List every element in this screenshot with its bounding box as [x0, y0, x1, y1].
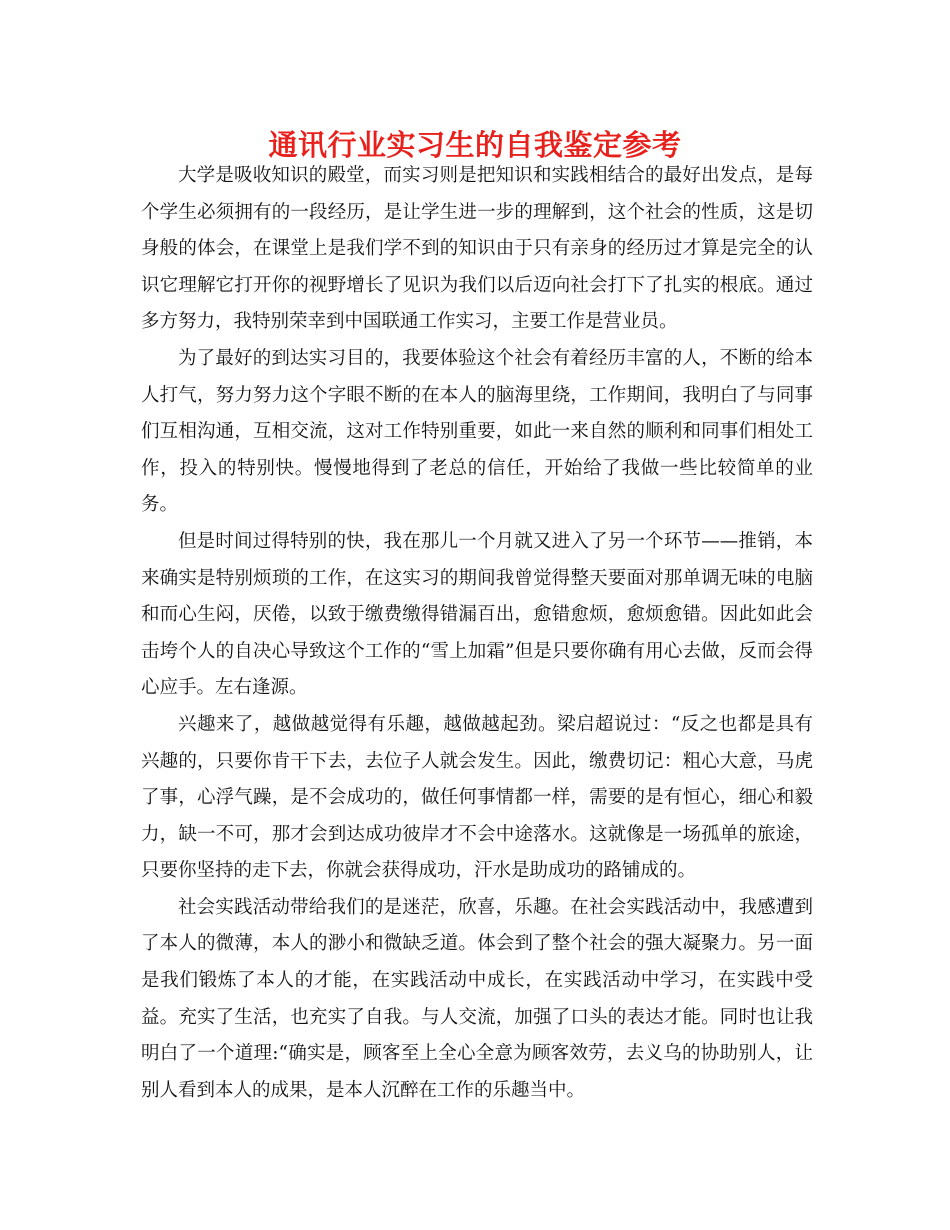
paragraph-4: 兴趣来了，越做越觉得有乐趣，越做越起劲。梁启超说过：“反之也都是具有兴趣的，只要你肯干下去，去位子人就会发生。因此，缴费切记：粗心大意，马虎了事，心浮气躁，是不会成功的，做任何事情都一样，需要的是有恒心，细心和毅力，缺一不可，那才会到达成功彼岸才不会中途落水。这就像是一场孤单的旅途，只要你坚持的走下去，你就会获得成功，汗水是助成功的路铺成的。 — [141, 713, 813, 882]
document-title: 通讯行业实习生的自我鉴定参考 — [268, 128, 682, 162]
paragraph-2: 为了最好的到达实习目的，我要体验这个社会有着经历丰富的人，不断的给本人打气，努力努力这个字眼不断的在本人的脑海里绕，工作期间，我明白了与同事们互相沟通，互相交流，这对工作特别重要，如此一来自然的顺利和同事们相处工作，投入的特别快。慢慢地得到了老总的信任，开始给了我做一些比较简单的业务。 — [141, 347, 813, 516]
document-body — [141, 158, 813, 1109]
paragraph-1: 大学是吸收知识的殿堂，而实习则是把知识和实践相结合的最好出发点，是每个学生必须拥有的一段经历，是让学生进一步的理解到，这个社会的性质，这是切身般的体会，在课堂上是我们学不到的知识由于只有亲身的经历过才算是完全的认识它理解它打开你的视野增长了见识为我们以后迈向社会打下了扎实的根底。通过多方努力，我特别荣幸到中国联通工作实习，主要工作是营业员。 — [141, 165, 813, 333]
paragraph-3: 但是时间过得特别的快，我在那儿一个月就又进入了另一个环节——推销，本来确实是特别烦琐的工作，在这实习的期间我曾觉得整天要面对那单调无味的电脑和而心生闷，厌倦，以致于缴费缴得错漏百出，愈错愈烦，愈烦愈错。因此如此会击垮个人的自决心导致这个工作的“雪上加霜”但是只要你确有用心去做，反而会得心应手。左右逢源。 — [141, 530, 813, 699]
paragraph-5: 社会实践活动带给我们的是迷茫，欣喜，乐趣。在社会实践活动中，我感遭到了本人的微薄，本人的渺小和微缺乏道。体会到了整个社会的强大凝聚力。另一面是我们锻炼了本人的才能，在实践活动中成长，在实践活动中学习，在实践中受益。充实了生活，也充实了自我。与人交流，加强了口头的表达才能。同时也让我明白了一个道理:“确实是，顾客至上全心全意为顾客效劳，去义乌的协助别人，让别人看到本人的成果，是本人沉醉在工作的乐趣当中。 — [141, 896, 813, 1101]
